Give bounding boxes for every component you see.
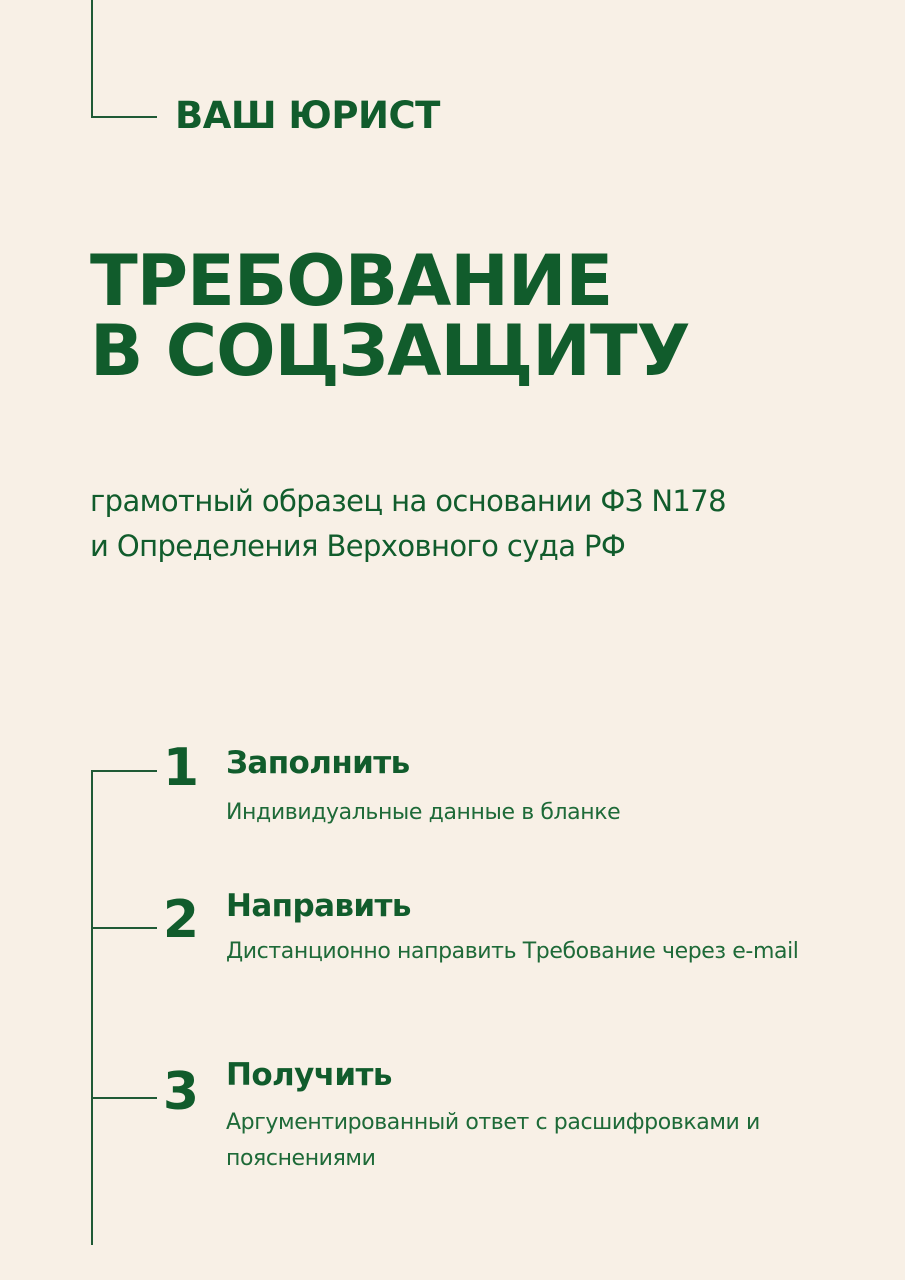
step-2-number: 2 [162,890,200,950]
top-vertical-line [91,0,93,117]
step-3-title: Получить [226,1057,392,1093]
subtitle-line-1: грамотный образец на основании ФЗ N178 [90,484,726,518]
subtitle-line-2: и Определения Верховного суда РФ [90,529,626,563]
step-2-connector [91,927,157,929]
step-3-number: 3 [162,1062,200,1122]
step-3-description: Аргументированный ответ с расшифровками и пояснениями [226,1110,760,1171]
top-horizontal-line [91,116,157,118]
step-1-title: Заполнить [226,745,410,781]
page-title [90,240,690,392]
title-line-1: ТРЕБОВАНИЕ [90,240,613,322]
step-2-description: Дистанционно направить Требование через e-mail [226,939,799,964]
step-2-title: Направить [226,888,411,924]
subtitle [90,479,726,569]
brand-name: ВАШ ЮРИСТ [175,94,440,137]
step-1-connector [91,770,157,772]
step-3-connector [91,1097,157,1099]
step-1-number: 1 [162,738,200,798]
title-line-2: В СОЦЗАЩИТУ [90,310,690,392]
steps-timeline-line [91,770,93,1245]
step-1-description: Индивидуальные данные в бланке [226,800,621,825]
